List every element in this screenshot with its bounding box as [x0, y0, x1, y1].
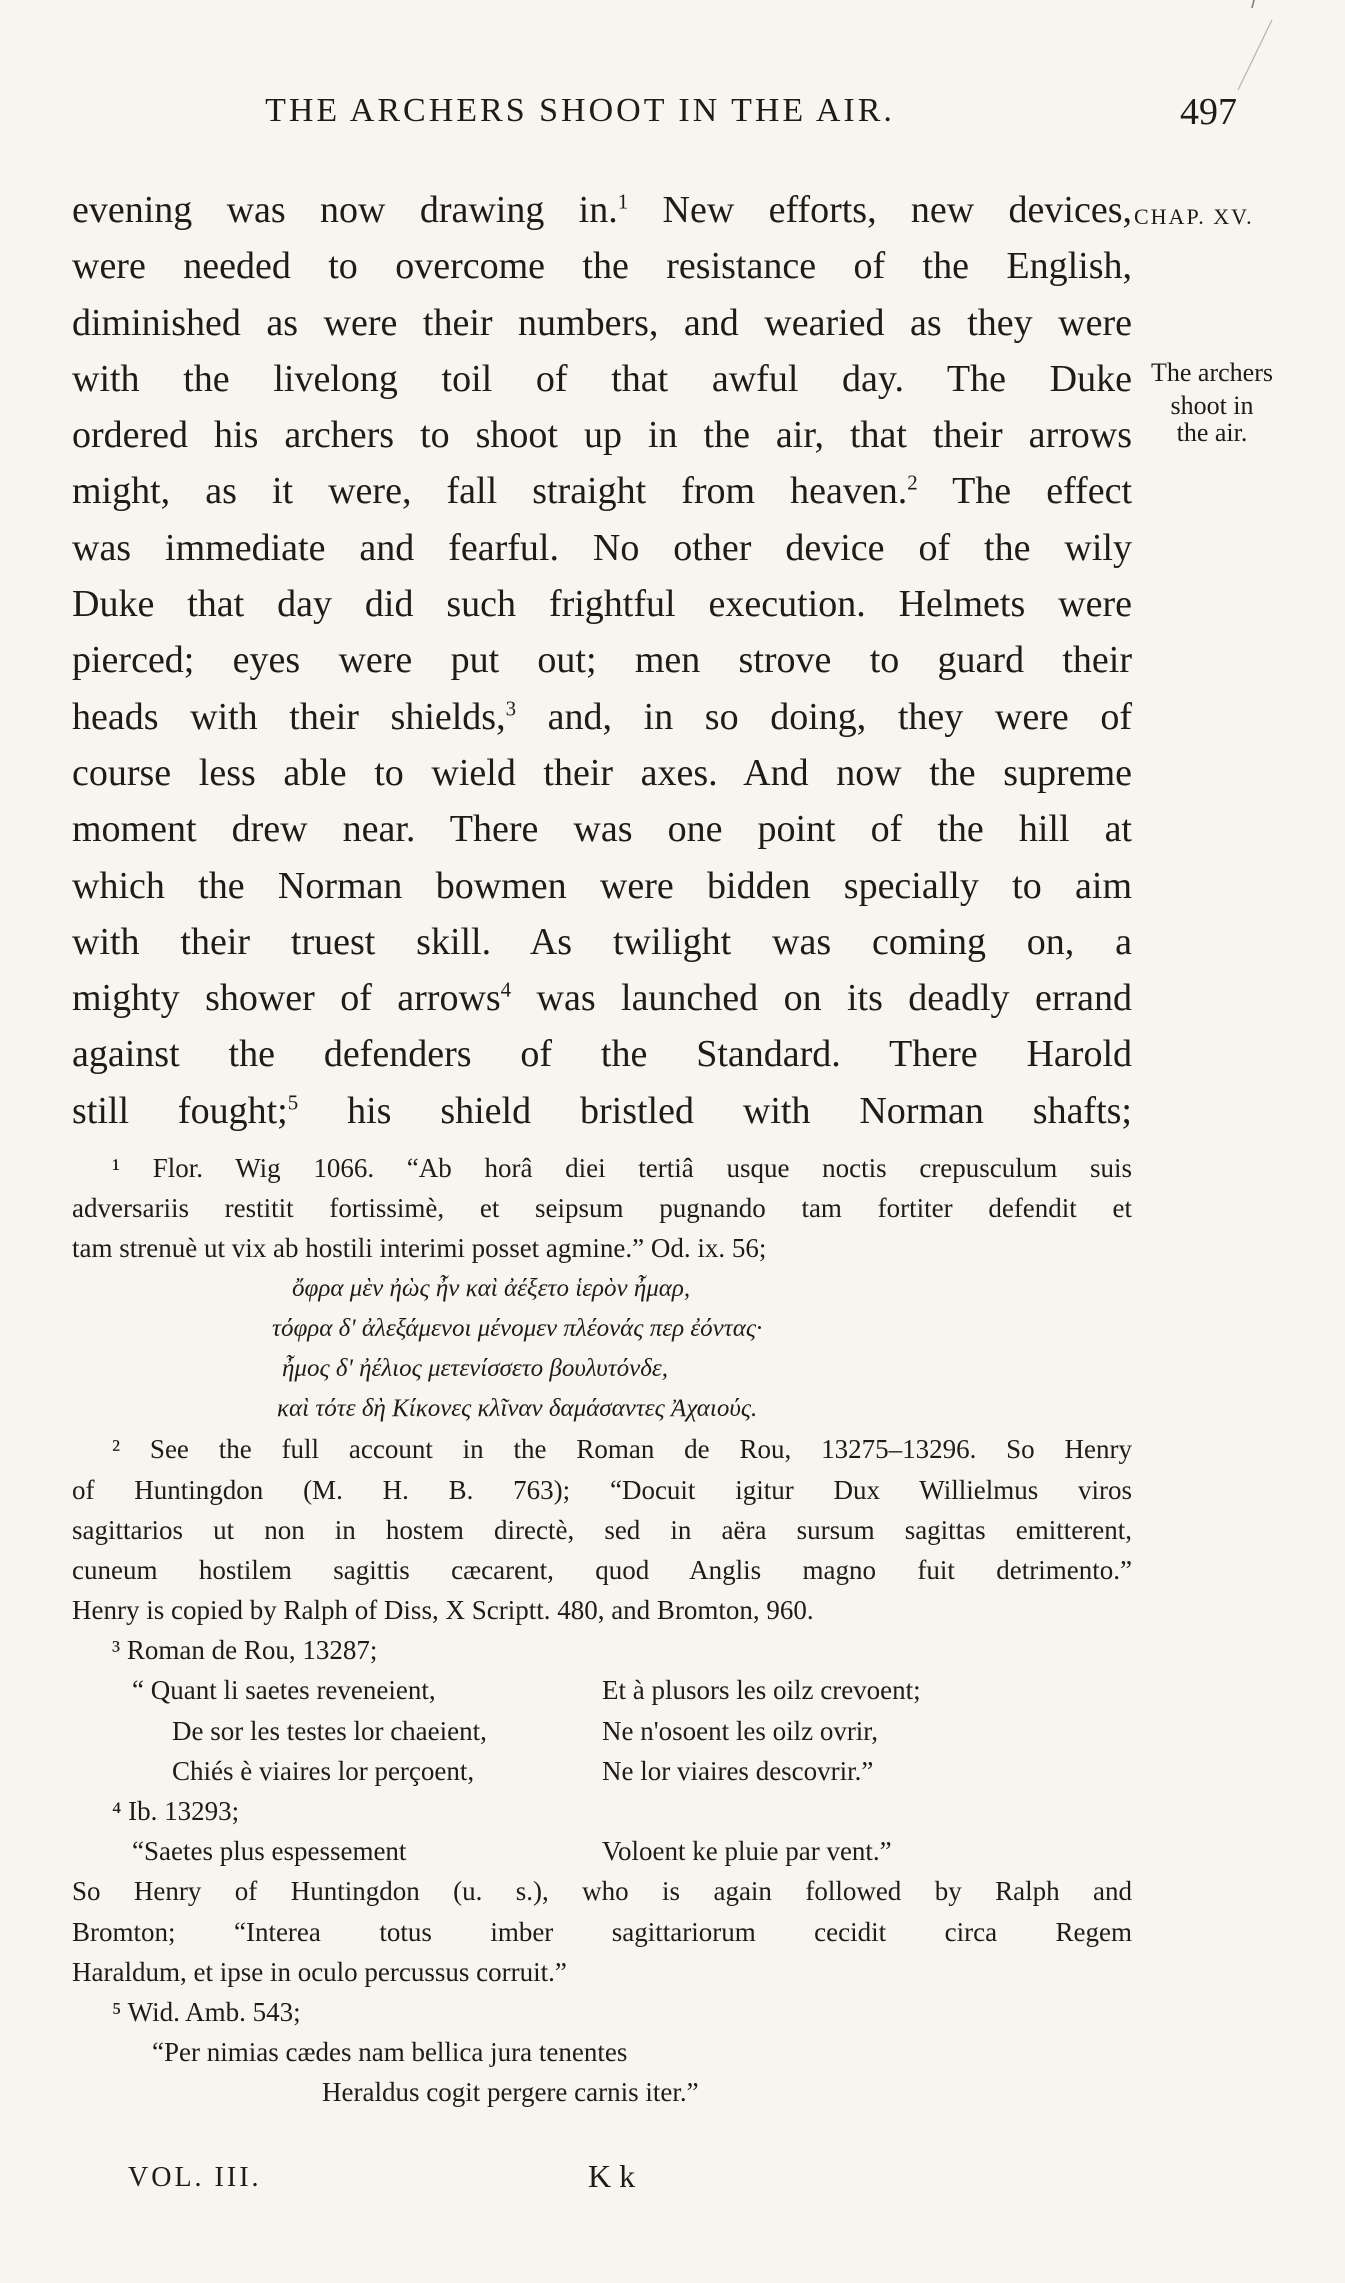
- footnote-line: ¹ Flor. Wig 1066. “Ab horâ diei tertiâ usque noctis crepusculum suis: [112, 1153, 1132, 1183]
- footnote-ref: 1: [617, 189, 629, 214]
- footnote-line: sagittarios ut non in hostem directè, sed in aëra sursum sagittas emitterent,: [72, 1514, 1132, 1545]
- sidenote-line: shoot in: [1170, 391, 1254, 420]
- body-text: diminished as were their numbers, and wearied as they were: [72, 301, 1132, 344]
- body-text: The effect: [917, 470, 1133, 513]
- signature-mark: K k: [588, 2158, 636, 2194]
- body-line: [72, 858, 1132, 914]
- greek-verse: ἦμος δ' ἠέλιος μετενίσσετο βουλυτόνδε,: [282, 1354, 668, 1382]
- chapter-marker: CHAP. XV.: [1134, 204, 1254, 229]
- body-text: New efforts, new devices,: [628, 189, 1132, 231]
- running-title: THE ARCHERS SHOOT IN THE AIR.: [265, 92, 895, 129]
- body-text: evening was now drawing in.: [72, 189, 618, 231]
- body-text: moment drew near. There was one point of the hill at: [72, 808, 1132, 851]
- body-text: with the livelong toil of that awful day. The Duke: [72, 357, 1132, 400]
- body-text: pierced; eyes were put out; men strove to guard their: [72, 639, 1132, 682]
- footnote-ref: 2: [907, 470, 918, 495]
- verse-row: [72, 1751, 1132, 1791]
- verse-right: Ne n'osoent les oilz ovrir,: [602, 1715, 878, 1746]
- body-text: and, in so doing, they were of: [516, 695, 1132, 738]
- body-text: was launched on its deadly errand: [511, 977, 1132, 1020]
- body-text: mighty shower of arrows: [72, 977, 501, 1020]
- footnote-line: cuneum hostilem sagittis cæcarent, quod Anglis magno fuit detrimento.”: [72, 1554, 1132, 1585]
- body-text: his shield bristled with Norman shafts;: [298, 1089, 1132, 1132]
- body-text: was immediate and fearful. No other device of the wily: [72, 526, 1132, 569]
- body-line: [72, 914, 1132, 970]
- body-line: [72, 1026, 1132, 1082]
- greek-verse: τόφρα δ' ἀλεξάμενοι μένομεν πλέονάς περ ἐόντας·: [272, 1314, 763, 1342]
- body-line: [72, 182, 1132, 238]
- sidenote-line: The archers: [1151, 358, 1273, 387]
- footnote-line: ² See the full account in the Roman de Rou, 13275–13296. So Henry: [112, 1434, 1132, 1465]
- footnote-line: ³ Roman de Rou, 13287;: [112, 1635, 378, 1666]
- body-text: were needed to overcome the resistance of the English,: [72, 245, 1132, 288]
- body-line: [72, 1083, 1132, 1139]
- body-line: [72, 351, 1132, 407]
- footnote-ref: 3: [505, 696, 517, 721]
- body-line: [72, 407, 1132, 463]
- footnote-ref: 5: [287, 1090, 299, 1115]
- verse-right: Ne lor viaires descovrir.”: [602, 1755, 874, 1786]
- page-number: 497: [1180, 91, 1237, 133]
- footnote-line: ⁴ Ib. 13293;: [112, 1796, 240, 1826]
- footnote-line: of Huntingdon (M. H. B. 763); “Docuit igitur Dux Willielmus viros: [72, 1474, 1132, 1505]
- body-text: course less able to wield their axes. And now the supreme: [72, 751, 1132, 794]
- verse-right: Voloent ke pluie par vent.”: [602, 1836, 892, 1867]
- body-line: [72, 295, 1132, 351]
- body-line: [72, 801, 1132, 857]
- body-line: [72, 689, 1132, 745]
- main-text: [72, 182, 1132, 1139]
- footnote-ref: 4: [500, 977, 512, 1002]
- footnote-line: Haraldum, et ipse in oculo percussus corruit.”: [72, 1956, 567, 1987]
- verse-left: Chiés è viaires lor perçoent,: [172, 1755, 475, 1786]
- body-line: [72, 463, 1132, 519]
- body-line: [72, 632, 1132, 688]
- latin-verse: Heraldus cogit pergere carnis iter.”: [322, 2077, 699, 2108]
- body-text: Duke that day did such frightful execution. Helmets were: [72, 583, 1132, 626]
- volume-label: VOL. III.: [128, 2162, 262, 2193]
- body-text: against the defenders of the Standard. There Harold: [72, 1033, 1132, 1076]
- greek-verse: καὶ τότε δὴ Κίκονες κλῖναν δαμάσαντες Ἀχαιούς.: [277, 1395, 758, 1423]
- footnotes: [72, 1148, 1132, 2113]
- body-text: with their truest skill. As twilight was coming on, a: [72, 920, 1132, 963]
- verse-left: “Saetes plus espessement: [132, 1836, 407, 1867]
- verse-right: Et à plusors les oilz crevoent;: [602, 1675, 921, 1706]
- pencil-mark: [1220, 0, 1280, 100]
- body-line: [72, 520, 1132, 576]
- footnote-line: Henry is copied by Ralph of Diss, X Scriptt. 480, and Bromton, 960.: [72, 1595, 814, 1626]
- footnote-line: Bromton; “Interea totus imber sagittariorum cecidit circa Regem: [72, 1916, 1132, 1947]
- body-text: might, as it were, fall straight from heaven.: [72, 470, 908, 513]
- sidenote-line: the air.: [1176, 418, 1248, 447]
- footnote-line: tam strenuè ut vix ab hostili interimi posset agmine.” Od. ix. 56;: [72, 1233, 767, 1264]
- verse-left: De sor les testes lor chaeient,: [172, 1715, 487, 1746]
- body-text: heads with their shields,: [72, 695, 506, 738]
- greek-verse: ὄφρα μὲν ἠὼς ἦν καὶ ἀέξετο ἱερὸν ἦμαρ,: [292, 1274, 691, 1302]
- body-line: [72, 970, 1132, 1026]
- footnote-line: So Henry of Huntingdon (u. s.), who is again followed by Ralph and: [72, 1876, 1132, 1907]
- footnote-line: adversariis restitit fortissimè, et seipsum pugnando tam fortiter defendit et: [72, 1193, 1132, 1224]
- verse-left: “ Quant li saetes reveneient,: [132, 1675, 436, 1706]
- body-text: which the Norman bowmen were bidden specially to aim: [72, 864, 1132, 907]
- verse-row: [72, 1670, 1132, 1710]
- body-line: [72, 745, 1132, 801]
- latin-verse: “Per nimias cædes nam bellica jura tenentes: [152, 2037, 628, 2068]
- body-text: still fought;: [72, 1089, 288, 1132]
- body-line: [72, 238, 1132, 294]
- body-text: ordered his archers to shoot up in the air, that their arrows: [72, 414, 1132, 457]
- body-line: [72, 576, 1132, 632]
- verse-row: [72, 1831, 1132, 1871]
- footnote-line: ⁵ Wid. Amb. 543;: [112, 1996, 301, 2027]
- verse-row: [72, 1711, 1132, 1751]
